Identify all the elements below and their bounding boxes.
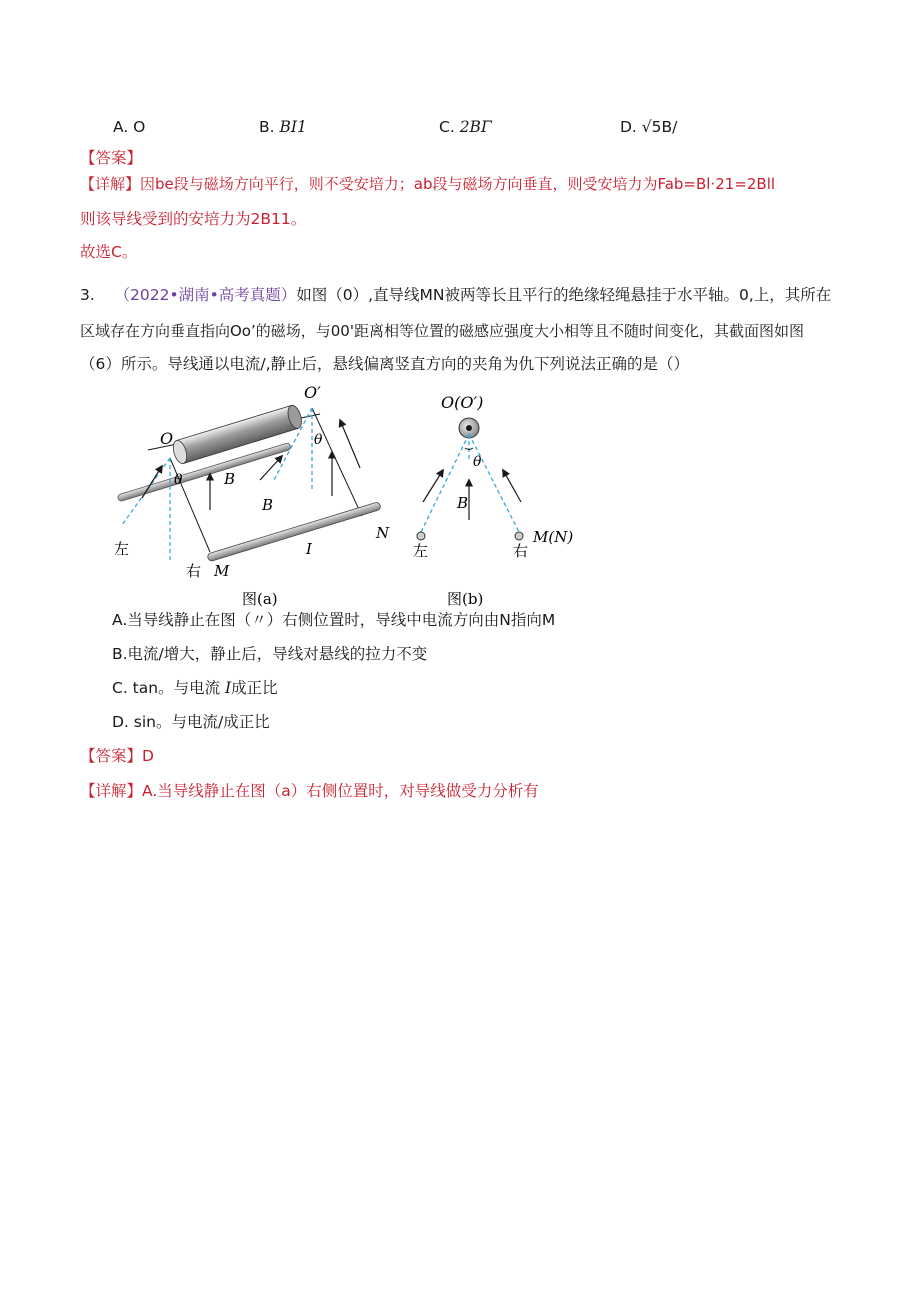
label-i: I — [306, 540, 312, 558]
option-d-prev: D. √5B/ — [620, 118, 678, 136]
figure-a — [110, 380, 400, 612]
answer-label-prev: 【答案】 — [80, 149, 143, 167]
option-c-prev — [439, 116, 492, 138]
option-b-prefix: B. — [259, 118, 280, 136]
explain-prev-line3: 故选C。 — [80, 243, 138, 261]
label-b-a1: B — [224, 470, 236, 488]
label-theta-a2: θ — [314, 432, 323, 448]
choice-d: D. sin。与电流/成正比 — [112, 713, 270, 731]
option-a-prev: A. O — [113, 118, 146, 136]
label-b-a2: B — [262, 496, 274, 514]
option-b-prev — [259, 116, 307, 138]
label-b-b: B — [457, 494, 469, 512]
choice-c-prefix: C. tan。与电流 — [112, 679, 226, 697]
label-o-prime: O′ — [304, 383, 321, 402]
label-theta-b: θ — [473, 454, 482, 470]
caption-a: 图(a) — [242, 590, 278, 608]
choice-c-math: I — [225, 679, 232, 697]
caption-b: 图(b) — [447, 590, 484, 608]
label-left-b: 左 — [413, 542, 429, 560]
label-theta-a1: θ — [174, 472, 183, 488]
question3-line3: （6）所示。导线通以电流/,静止后，悬线偏离竖直方向的夹角为仇下列说法正确的是（） — [80, 355, 690, 373]
choice-a: A.当导线静止在图（〃）右侧位置时，导线中电流方向由N指向M — [112, 611, 556, 629]
wire-left-position — [417, 532, 425, 540]
option-c-math: 2BΓ — [459, 118, 492, 136]
figure-b — [405, 390, 585, 612]
option-b-math: BI1 — [279, 118, 307, 136]
explain-prev-line2: 则该导线受到的安培力为2B11。 — [80, 210, 307, 228]
question3-number: 3. — [80, 286, 95, 304]
choice-c-suffix: 成正比 — [231, 679, 278, 697]
axle-cylinder — [171, 404, 304, 466]
label-n: N — [376, 524, 390, 542]
label-left-a: 左 — [114, 540, 130, 558]
label-right-b: 右 — [513, 542, 529, 560]
question3-line2: 区域存在方向垂直指向Oo’的磁场，与00'距离相等位置的磁感应强度大小相等且不随时间变化，其截面图如图 — [80, 322, 804, 340]
option-c-prefix: C. — [439, 118, 460, 136]
axle-center — [466, 425, 472, 431]
wire-mn — [207, 502, 381, 562]
label-mn: M(N) — [533, 528, 574, 546]
choice-c — [112, 677, 278, 699]
question3-source: （2022•湖南•高考真题） — [114, 286, 297, 304]
question3-line1 — [80, 284, 831, 306]
answer3: 【答案】D — [80, 747, 154, 765]
label-right-a: 右 — [186, 562, 202, 580]
string-right — [312, 408, 362, 516]
label-m: M — [214, 562, 230, 580]
wire-right-position — [515, 532, 523, 540]
question3-line1-text: 如图（0）,直导线MN被两等长且平行的绝缘轻绳悬挂于水平轴。0,上，其所在 — [296, 286, 832, 304]
label-o: O — [160, 429, 174, 448]
explain-prev-line1: 【详解】因be段与磁场方向平行，则不受安培力；ab段与磁场方向垂直，则受安培力为Fab=Bl·21=2Bll — [80, 175, 776, 193]
explain3-line1: 【详解】A.当导线静止在图（a）右侧位置时，对导线做受力分析有 — [80, 782, 539, 800]
choice-b: B.电流/增大，静止后，导线对悬线的拉力不变 — [112, 645, 428, 663]
label-o-o-prime: O(O′) — [441, 393, 484, 412]
